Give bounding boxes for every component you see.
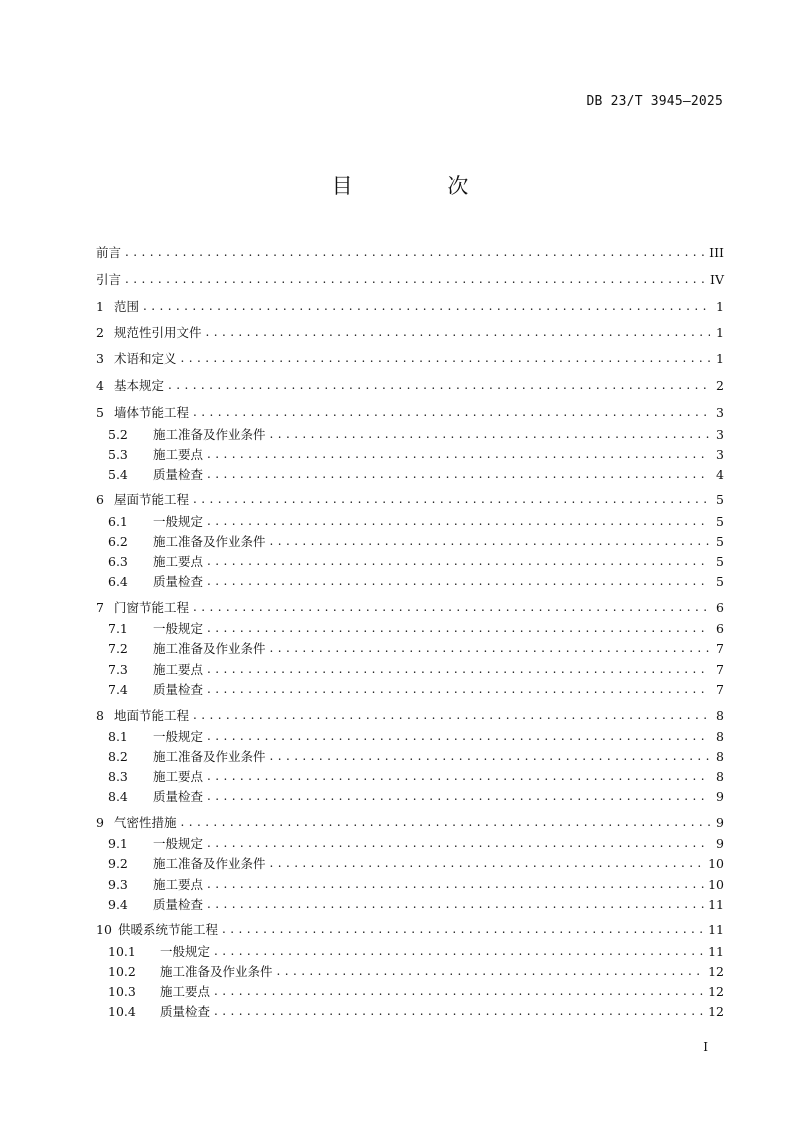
toc-entry-page: 3 bbox=[716, 446, 724, 462]
toc-entry-page: 8 bbox=[716, 748, 724, 764]
toc-entry-page: 11 bbox=[708, 896, 724, 912]
toc-entry-page: 7 bbox=[716, 640, 724, 656]
toc-leader-dots bbox=[193, 598, 710, 616]
toc-entry-label: 一般规定 bbox=[153, 729, 204, 744]
toc-leader-dots bbox=[193, 403, 710, 421]
toc-entry-label: 质量检查 bbox=[153, 574, 204, 589]
toc-entry-page: 2 bbox=[716, 377, 724, 393]
toc-leader-dots bbox=[207, 834, 710, 852]
toc-entry-number: 8.4 bbox=[108, 788, 128, 804]
toc-entry-page: 11 bbox=[708, 921, 724, 937]
toc-entry-label: 一般规定 bbox=[153, 621, 204, 636]
toc-entry-label: 质量检查 bbox=[153, 467, 204, 482]
toc-entry-number: 9 bbox=[96, 814, 104, 830]
toc-entry-number: 10.2 bbox=[108, 963, 136, 979]
toc-entry-page: 1 bbox=[716, 350, 724, 366]
toc-leader-dots bbox=[207, 660, 710, 678]
toc-entry-number: 5.3 bbox=[108, 446, 128, 462]
toc-entry-label: 门窗节能工程 bbox=[114, 600, 190, 615]
toc-subentry[interactable] bbox=[96, 787, 724, 805]
toc-entry[interactable] bbox=[96, 349, 724, 367]
toc-entry-page: 10 bbox=[708, 855, 724, 871]
toc-entry-label: 地面节能工程 bbox=[114, 708, 190, 723]
toc-leader-dots bbox=[207, 727, 710, 745]
toc-entry-number: 2 bbox=[96, 324, 104, 340]
toc-entry-page: IV bbox=[710, 271, 724, 287]
toc-entry-page: 5 bbox=[716, 513, 724, 529]
toc-entry-number: 4 bbox=[96, 377, 104, 393]
toc-entry-page: 5 bbox=[716, 491, 724, 507]
toc-entry[interactable] bbox=[96, 376, 724, 394]
toc-entry[interactable] bbox=[96, 813, 724, 831]
toc-entry-label: 前言 bbox=[96, 245, 122, 260]
toc-entry-label: 施工要点 bbox=[153, 662, 204, 677]
toc-entry-label: 屋面节能工程 bbox=[114, 492, 190, 507]
toc-entry-page: 8 bbox=[716, 768, 724, 784]
toc-entry-number: 7.1 bbox=[108, 620, 128, 636]
toc-entry-number: 5.4 bbox=[108, 466, 128, 482]
toc-entry-label: 施工准备及作业条件 bbox=[153, 427, 266, 442]
toc-entry-page: 10 bbox=[708, 876, 724, 892]
toc-subentry[interactable] bbox=[96, 445, 724, 463]
toc-subentry[interactable] bbox=[96, 767, 724, 785]
toc-entry-number: 10.4 bbox=[108, 1003, 136, 1019]
toc-subentry[interactable] bbox=[96, 942, 724, 960]
toc-subentry[interactable] bbox=[96, 639, 724, 657]
toc-entry-label: 引言 bbox=[96, 272, 122, 287]
toc-entry-number: 7.3 bbox=[108, 661, 128, 677]
toc-leader-dots bbox=[207, 552, 710, 570]
toc-subentry[interactable] bbox=[96, 727, 724, 745]
toc-entry[interactable] bbox=[96, 598, 724, 616]
toc-entry-label: 施工准备及作业条件 bbox=[153, 749, 266, 764]
toc-subentry[interactable] bbox=[96, 854, 724, 872]
toc-subentry[interactable] bbox=[96, 680, 724, 698]
toc-leader-dots bbox=[207, 787, 710, 805]
toc-entry-page: 4 bbox=[716, 466, 724, 482]
toc-entry[interactable] bbox=[96, 490, 724, 508]
toc-entry-label: 范围 bbox=[114, 299, 140, 314]
toc-leader-dots bbox=[222, 920, 704, 938]
toc-subentry[interactable] bbox=[96, 619, 724, 637]
toc-entry-page: 11 bbox=[708, 943, 724, 959]
toc-entry-page: 3 bbox=[716, 404, 724, 420]
page-number: I bbox=[703, 1040, 708, 1054]
toc-entry-number: 5 bbox=[96, 404, 104, 420]
toc-entry-number: 7 bbox=[96, 599, 104, 615]
toc-leader-dots bbox=[214, 942, 704, 960]
toc-entry-number: 6.2 bbox=[108, 533, 128, 549]
toc-leader-dots bbox=[277, 962, 705, 980]
toc-entry-label: 施工要点 bbox=[153, 769, 204, 784]
toc-entry-number: 6.3 bbox=[108, 553, 128, 569]
toc-leader-dots bbox=[207, 767, 710, 785]
toc-entry-label: 施工准备及作业条件 bbox=[160, 964, 273, 979]
toc-entry[interactable] bbox=[96, 920, 724, 938]
toc-subentry[interactable] bbox=[96, 747, 724, 765]
toc-subentry[interactable] bbox=[96, 895, 724, 913]
toc-entry-page: 5 bbox=[716, 533, 724, 549]
toc-entry-number: 6 bbox=[96, 491, 104, 507]
toc-entry-number: 8.2 bbox=[108, 748, 128, 764]
toc-subentry[interactable] bbox=[96, 465, 724, 483]
toc-subentry[interactable] bbox=[96, 875, 724, 893]
toc-subentry[interactable] bbox=[96, 552, 724, 570]
toc-subentry[interactable] bbox=[96, 660, 724, 678]
toc-entry-label: 施工准备及作业条件 bbox=[153, 534, 266, 549]
toc-leader-dots bbox=[270, 532, 710, 550]
toc-subentry[interactable] bbox=[96, 982, 724, 1000]
toc-entry-page: 8 bbox=[716, 728, 724, 744]
toc-entry-page: 9 bbox=[716, 788, 724, 804]
toc-leader-dots bbox=[207, 572, 710, 590]
toc-subentry[interactable] bbox=[96, 532, 724, 550]
toc-leader-dots bbox=[270, 747, 710, 765]
page-title: 目 次 bbox=[331, 174, 513, 198]
toc-leader-dots bbox=[270, 639, 710, 657]
toc-subentry[interactable] bbox=[96, 1002, 724, 1020]
toc-leader-dots bbox=[207, 875, 704, 893]
toc-leader-dots bbox=[207, 895, 704, 913]
toc-entry-number: 9.2 bbox=[108, 855, 128, 871]
toc-entry-label: 术语和定义 bbox=[114, 351, 177, 366]
toc-entry[interactable] bbox=[96, 706, 724, 724]
toc-entry[interactable] bbox=[96, 243, 724, 261]
toc-entry-page: 1 bbox=[716, 324, 724, 340]
toc-subentry[interactable] bbox=[96, 962, 724, 980]
toc-entry-label: 规范性引用文件 bbox=[114, 325, 202, 340]
toc-subentry[interactable] bbox=[96, 572, 724, 590]
toc-entry-number: 7.2 bbox=[108, 640, 128, 656]
toc-entry-page: 12 bbox=[708, 1003, 724, 1019]
toc-leader-dots bbox=[125, 270, 706, 288]
toc-entry-page: 5 bbox=[716, 553, 724, 569]
toc-entry-label: 一般规定 bbox=[160, 944, 211, 959]
toc-entry-label: 施工准备及作业条件 bbox=[153, 641, 266, 656]
toc-leader-dots bbox=[207, 465, 710, 483]
toc-leader-dots bbox=[206, 323, 710, 341]
toc-entry-number: 9.4 bbox=[108, 896, 128, 912]
toc-entry-page: 6 bbox=[716, 599, 724, 615]
toc-entry-number: 1 bbox=[96, 298, 104, 314]
toc-entry-label: 施工要点 bbox=[153, 447, 204, 462]
toc-entry-label: 质量检查 bbox=[160, 1004, 211, 1019]
toc-leader-dots bbox=[125, 243, 705, 261]
toc-leader-dots bbox=[214, 1002, 704, 1020]
toc-entry-page: 9 bbox=[716, 835, 724, 851]
toc-entry-page: 12 bbox=[708, 963, 724, 979]
toc-entry-number: 5.2 bbox=[108, 426, 128, 442]
toc-subentry[interactable] bbox=[96, 834, 724, 852]
toc-entry[interactable] bbox=[96, 270, 724, 288]
toc-entry-number: 10.1 bbox=[108, 943, 136, 959]
toc-entry-label: 基本规定 bbox=[114, 378, 165, 393]
toc-entry-number: 6.1 bbox=[108, 513, 128, 529]
toc-entry[interactable] bbox=[96, 297, 724, 315]
toc-entry-label: 气密性措施 bbox=[114, 815, 177, 830]
toc-entry-number: 8 bbox=[96, 707, 104, 723]
toc-entry-page: 12 bbox=[708, 983, 724, 999]
toc-entry-number: 7.4 bbox=[108, 681, 128, 697]
toc-entry-page: III bbox=[709, 244, 724, 260]
toc-leader-dots bbox=[168, 376, 710, 394]
toc-subentry[interactable] bbox=[96, 512, 724, 530]
toc-entry-number: 8.3 bbox=[108, 768, 128, 784]
toc-entry[interactable] bbox=[96, 323, 724, 341]
toc-entry-number: 6.4 bbox=[108, 573, 128, 589]
toc-leader-dots bbox=[181, 813, 710, 831]
toc-leader-dots bbox=[193, 706, 710, 724]
toc-leader-dots bbox=[207, 619, 710, 637]
toc-entry-page: 7 bbox=[716, 681, 724, 697]
toc-leader-dots bbox=[181, 349, 710, 367]
toc-entry[interactable] bbox=[96, 403, 724, 421]
toc-leader-dots bbox=[270, 425, 710, 443]
toc-entry-number: 10.3 bbox=[108, 983, 136, 999]
toc-entry-label: 施工要点 bbox=[153, 877, 204, 892]
toc-entry-label: 供暖系统节能工程 bbox=[118, 922, 219, 937]
toc-entry-label: 一般规定 bbox=[153, 836, 204, 851]
toc-leader-dots bbox=[143, 297, 710, 315]
toc-entry-number: 10 bbox=[96, 921, 112, 937]
toc-entry-label: 施工准备及作业条件 bbox=[153, 856, 266, 871]
toc-entry-label: 质量检查 bbox=[153, 682, 204, 697]
toc-entry-number: 3 bbox=[96, 350, 104, 366]
toc-entry-number: 9.1 bbox=[108, 835, 128, 851]
toc-entry-page: 8 bbox=[716, 707, 724, 723]
toc-leader-dots bbox=[214, 982, 704, 1000]
toc-subentry[interactable] bbox=[96, 425, 724, 443]
toc-leader-dots bbox=[207, 680, 710, 698]
toc-entry-page: 9 bbox=[716, 814, 724, 830]
toc-entry-label: 质量检查 bbox=[153, 789, 204, 804]
toc-entry-number: 9.3 bbox=[108, 876, 128, 892]
toc-entry-page: 1 bbox=[716, 298, 724, 314]
toc-leader-dots bbox=[270, 854, 705, 872]
toc-entry-label: 一般规定 bbox=[153, 514, 204, 529]
toc-entry-label: 施工要点 bbox=[160, 984, 211, 999]
toc-entry-page: 6 bbox=[716, 620, 724, 636]
toc-entry-label: 施工要点 bbox=[153, 554, 204, 569]
toc-leader-dots bbox=[193, 490, 710, 508]
toc-entry-page: 7 bbox=[716, 661, 724, 677]
toc-entry-label: 质量检查 bbox=[153, 897, 204, 912]
toc-entry-page: 3 bbox=[716, 426, 724, 442]
standard-code: DB 23/T 3945—2025 bbox=[586, 94, 723, 109]
toc-leader-dots bbox=[207, 445, 710, 463]
toc-entry-label: 墙体节能工程 bbox=[114, 405, 190, 420]
toc-entry-page: 5 bbox=[716, 573, 724, 589]
toc-leader-dots bbox=[207, 512, 710, 530]
toc-entry-number: 8.1 bbox=[108, 728, 128, 744]
